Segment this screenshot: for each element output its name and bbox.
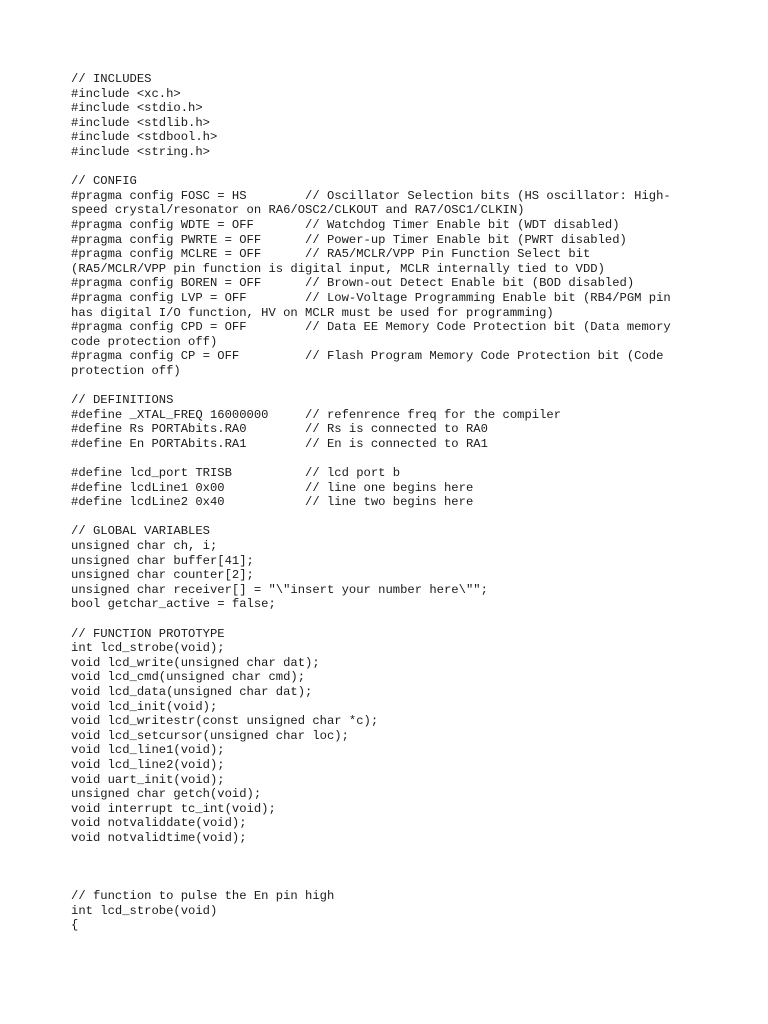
code-line: has digital I/O function, HV on MCLR must be used for programming) <box>71 305 554 320</box>
code-line: #pragma config FOSC = HS // Oscillator Selection bits (HS oscillator: High- <box>71 188 671 203</box>
code-line: void lcd_init(void); <box>71 699 218 714</box>
code-line: void lcd_cmd(unsigned char cmd); <box>71 670 306 685</box>
code-line <box>71 612 761 627</box>
code-line: // DEFINITIONS <box>71 393 174 408</box>
code-line: #pragma config MCLRE = OFF // RA5/MCLR/VPP Pin Function Select bit <box>71 247 591 262</box>
code-line <box>71 510 761 525</box>
code-line <box>71 378 761 393</box>
code-line <box>71 160 761 175</box>
code-line: #pragma config WDTE = OFF // Watchdog Timer Enable bit (WDT disabled) <box>71 217 620 232</box>
code-line: void lcd_line1(void); <box>71 743 225 758</box>
code-line: int lcd_strobe(void); <box>71 641 225 656</box>
code-line: // INCLUDES <box>71 72 152 86</box>
code-line: void uart_init(void); <box>71 772 225 787</box>
code-line: #include <string.h> <box>71 144 210 159</box>
code-line: void notvalidtime(void); <box>71 830 247 845</box>
code-line: #pragma config BOREN = OFF // Brown-out Detect Enable bit (BOD disabled) <box>71 276 635 291</box>
code-line: #include <stdlib.h> <box>71 115 210 130</box>
code-line: unsigned char getch(void); <box>71 787 262 802</box>
code-line: bool getchar_active = false; <box>71 597 276 612</box>
code-line: unsigned char receiver[] = "\"insert your number here\""; <box>71 582 488 597</box>
code-line <box>71 845 761 860</box>
code-line: void lcd_data(unsigned char dat); <box>71 684 313 699</box>
code-line: speed crystal/resonator on RA6/OSC2/CLKOUT and RA7/OSC1/CLKIN) <box>71 203 525 218</box>
code-line: #define Rs PORTAbits.RA0 // Rs is connected to RA0 <box>71 422 488 437</box>
code-line: #pragma config PWRTE = OFF // Power-up Timer Enable bit (PWRT disabled) <box>71 232 627 247</box>
code-line: // CONFIG <box>71 174 137 189</box>
code-line: #pragma config CPD = OFF // Data EE Memory Code Protection bit (Data memory <box>71 320 671 335</box>
code-line: code protection off) <box>71 334 218 349</box>
code-line: unsigned char ch, i; <box>71 539 218 553</box>
code-line: void notvaliddate(void); <box>71 816 247 831</box>
code-line <box>71 860 761 875</box>
code-line: void interrupt tc_int(void); <box>71 801 276 816</box>
code-line: (RA5/MCLR/VPP pin function is digital input, MCLR internally tied to VDD) <box>71 261 605 276</box>
code-line: #define _XTAL_FREQ 16000000 // refenrence freq for the compiler <box>71 407 562 422</box>
code-line: #pragma config CP = OFF // Flash Program Memory Code Protection bit (Code <box>71 349 664 364</box>
code-line: void lcd_writestr(const unsigned char *c); <box>71 714 379 729</box>
code-line <box>71 451 761 466</box>
code-line: unsigned char buffer[41]; <box>71 553 254 568</box>
code-line: void lcd_write(unsigned char dat); <box>71 655 320 670</box>
code-line: unsigned char counter[2]; <box>71 568 254 583</box>
code-line: protection off) <box>71 363 181 378</box>
code-line: #pragma config LVP = OFF // Low-Voltage Programming Enable bit (RB4/PGM pin <box>71 290 671 305</box>
code-line: #define lcdLine2 0x40 // line two begins here <box>71 495 474 510</box>
code-line: #include <xc.h> <box>71 86 181 101</box>
code-line: // GLOBAL VARIABLES <box>71 524 210 539</box>
code-line: { <box>71 918 79 933</box>
code-line: #include <stdio.h> <box>71 101 203 116</box>
code-line: #define En PORTAbits.RA1 // En is connected to RA1 <box>71 436 488 451</box>
code-line: #define lcd_port TRISB // lcd port b <box>71 466 401 481</box>
code-line: #include <stdbool.h> <box>71 130 218 145</box>
code-line: // function to pulse the En pin high <box>71 889 335 904</box>
code-line: void lcd_line2(void); <box>71 757 225 772</box>
code-listing <box>71 72 761 933</box>
code-line: // FUNCTION PROTOTYPE <box>71 626 225 641</box>
code-line: #define lcdLine1 0x00 // line one begins here <box>71 480 474 495</box>
code-line <box>71 875 761 890</box>
code-line: void lcd_setcursor(unsigned char loc); <box>71 728 349 743</box>
code-line: int lcd_strobe(void) <box>71 903 218 918</box>
